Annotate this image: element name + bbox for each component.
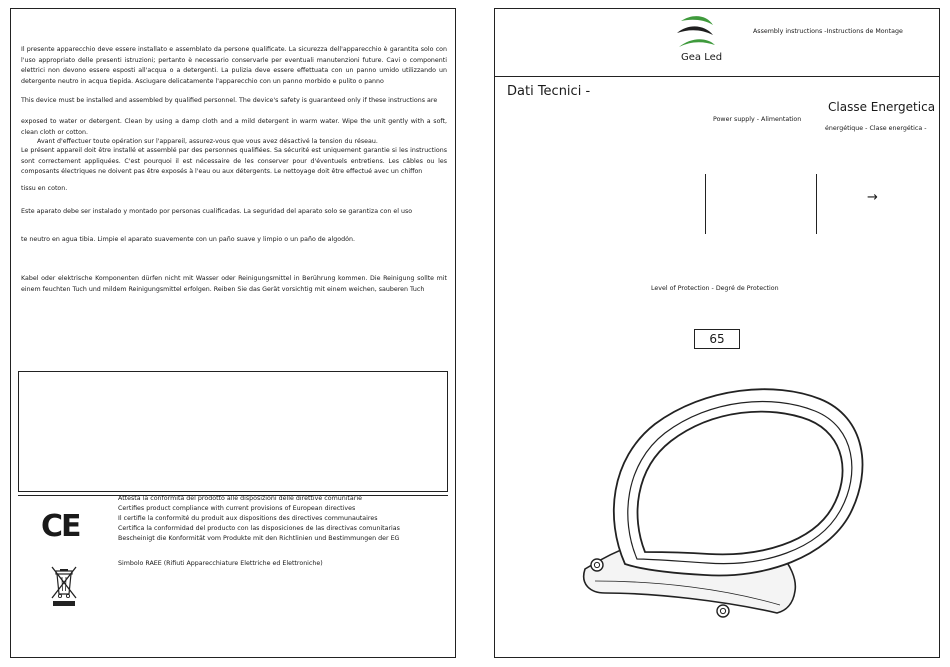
lamp-drawing <box>565 369 895 639</box>
section-title: Dati Tecnici - <box>507 84 591 99</box>
weee-bin-icon <box>49 564 79 608</box>
right-page <box>494 8 940 658</box>
ce-mark-icon: CE <box>41 509 80 544</box>
german-instructions: Kabel oder elektrische Komponenten dürfen nicht mit Wasser oder Reinigungsmittel in Berührung kommen. Die Reinigung sollte mit einem feuchten Tuch und mildem Reinigungsmittel erfolgen. Reiben Sie das Gerät vorsichtig mit einem weichen, sauberen Tuch <box>21 275 447 293</box>
spanish-instructions-2: te neutro en agua tibia. Limpie el aparato suavemente con un paño suave y limpio o un paño de algodón. <box>21 236 355 243</box>
italian-instructions: Il presente apparecchio deve essere installato e assemblato da persone qualificate. La sicurezza dell'apparecchio è garantita solo con l'uso appropriato delle presenti istruzioni; pertanto è necessario conservarle per eventuali manutenzioni future. Cavi o componenti elettrici non devono essere esposti all'acqua o a detergenti. La pulizia deve essere effettuata con un panno umido utilizzando un detergente neutro in acqua tiepida. Asciugare delicatamente l'apparecchio con un panno morbido e pulito o panno <box>21 46 447 85</box>
french-instructions-1: Avant d'effectuer toute opération sur l'appareil, assurez-vous que vous avez désactivé la tension du réseau. <box>37 138 378 145</box>
french-instructions-2: Le présent appareil doit être installé et assemblé par des personnes qualifiées. Sa sécurité est uniquement garantie si les instructions sont correctement appliquées. C'est pourquoi il est nécessaire de les conserver pour d'éventuels entretiens. Les câbles ou les composants électriques ne doivent pas être exposés à l'eau ou aux détergents. Le nettoyage doit être effectué avec un chiffon <box>21 147 447 175</box>
cert-line-it: Attesta la conformità del prodotto alle disposizioni delle direttive comunitarie <box>118 495 362 502</box>
power-supply-label: Power supply - Alimentation <box>713 116 802 123</box>
gea-led-logo-icon <box>673 11 721 55</box>
english-instructions-1: This device must be installed and assembled by qualified personnel. The device's safety is guaranteed only if these instructions are <box>21 97 438 104</box>
cert-line-fr: Il certifie la conformité du produit aux dispositions des directives communautaires <box>118 515 378 522</box>
brand-name: Gea Led <box>681 52 723 63</box>
english-instructions-2: exposed to water or detergent. Clean by using a damp cloth and a mild detergent in warm water. Wipe the unit gently with a soft, clean cloth or cotton. <box>21 118 447 136</box>
certification-box <box>18 371 448 492</box>
header-divider <box>495 76 939 77</box>
left-page <box>10 8 456 658</box>
divider-line-right <box>816 174 817 234</box>
energy-class-title: Classe Energetica <box>828 100 936 114</box>
arrow-icon: → <box>867 190 878 205</box>
raee-text: Simbolo RAEE (Rifiuti Apparecchiature Elettriche ed Elettroniche) <box>118 560 323 567</box>
header-note: Assembly instructions -Instructions de Montage <box>753 28 903 35</box>
divider-line-left <box>705 174 706 234</box>
spanish-instructions-1: Este aparato debe ser instalado y montado por personas cualificadas. La seguridad del aparato solo se garantiza con el uso <box>21 208 413 215</box>
cert-line-en: Certifies product compliance with current provisions of European directives <box>118 505 356 512</box>
cert-line-es: Certifica la conformidad del producto con las disposiciones de las directivas comunitarias <box>118 525 400 532</box>
energy-class-subtitle: énergétique - Clase energética - <box>825 125 927 132</box>
protection-label: Level of Protection - Degré de Protection <box>651 285 779 292</box>
french-instructions-3: tissu en coton. <box>21 185 68 192</box>
cert-line-de: Bescheinigt die Konformität vom Produkte mit den Richtlinien und Bestimmungen der EG <box>118 535 400 542</box>
protection-value-box: 65 <box>694 329 740 349</box>
